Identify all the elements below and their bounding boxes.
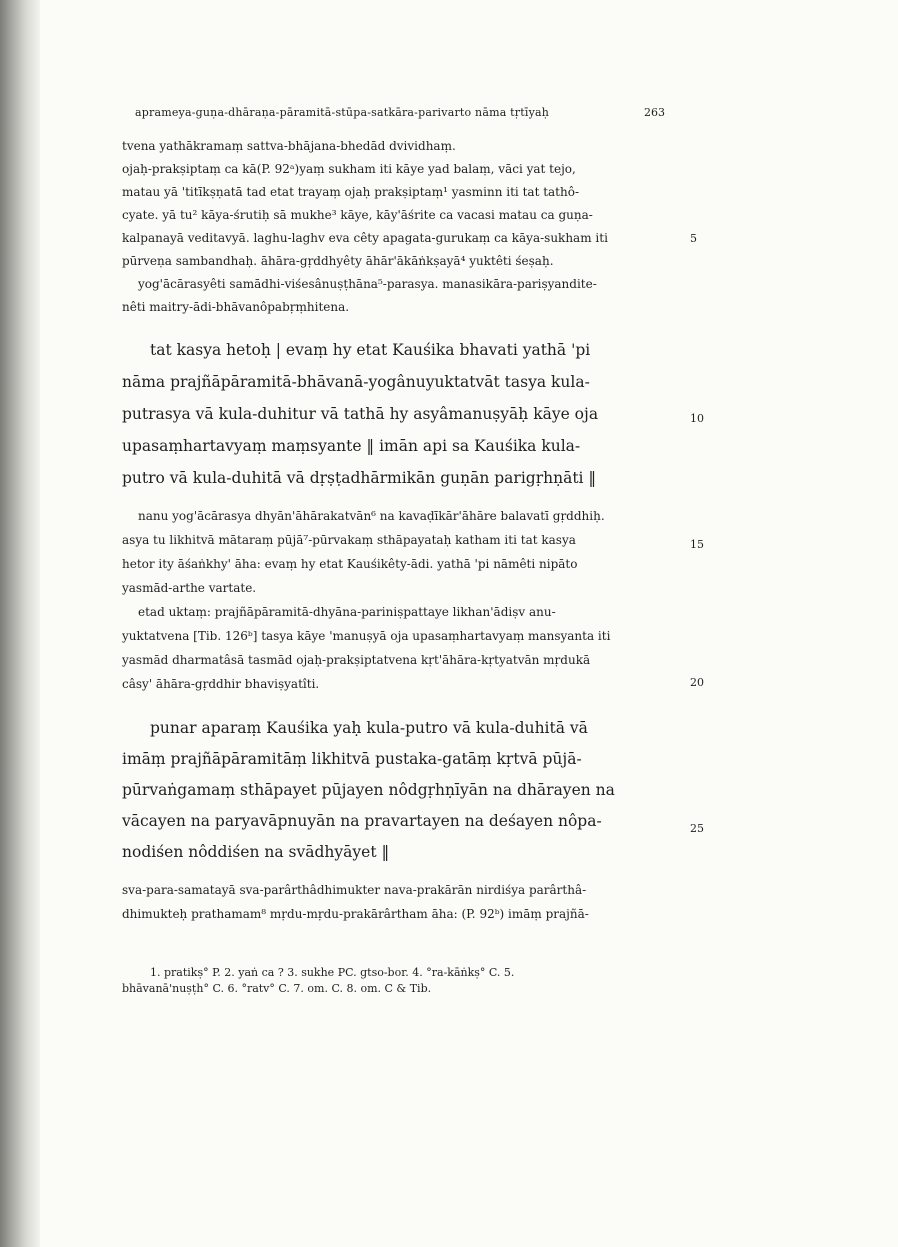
text-line: sva-para-samatayā sva-parârthâdhimukter nava-prakārān nirdiśya parârthâ-: [122, 883, 587, 897]
line-number: 20: [690, 676, 704, 689]
text-line: cyate. yā tu² kāya-śrutiḥ sā mukhe³ kāye, kāy'āśrite ca vacasi matau ca guṇa-: [122, 208, 593, 222]
sutra-line: putrasya vā kula-duhitur vā tathā hy asyâmanuṣyāḥ kāye oja: [122, 405, 599, 423]
text-line: nêti maitry-ādi-bhāvanôpabṛṃhitena.: [122, 300, 350, 314]
text-line: pūrveṇa sambandhaḥ. āhāra-gṛddhyêty āhār'ākāṅkṣayā⁴ yuktêti śeṣaḥ.: [122, 254, 554, 268]
text-line: yog'ācārasyêti samādhi-viśesânuṣṭhāna⁵-parasya. manasikāra-pariṣyandite-: [138, 277, 597, 291]
text-line: tvena yathākramaṃ sattva-bhājana-bhedād dvividhaṃ.: [122, 139, 456, 153]
text-line: nanu yog'ācārasya dhyān'āhārakatvān⁶ na kavaḍīkār'āhāre balavatī gṛddhiḥ.: [138, 509, 605, 523]
line-number: 15: [690, 538, 704, 551]
sutra-line: pūrvaṅgamaṃ sthāpayet pūjayen nôdgṛhṇīyān na dhārayen na: [122, 781, 615, 799]
sutra-line: tat kasya hetoḥ | evaṃ hy etat Kauśika bhavati yathā 'pi: [150, 341, 591, 359]
footnote-line: bhāvanā'nuṣṭh° C. 6. °ratv° C. 7. om. C. 8. om. C & Tib.: [122, 982, 432, 995]
text-line: matau yā 'titīkṣṇatā tad etat trayaṃ ojaḥ prakṣiptaṃ¹ yasminn iti tat tathô-: [122, 185, 580, 199]
sutra-line: nāma prajñāpāramitā-bhāvanā-yogânuyuktatvāt tasya kula-: [122, 373, 590, 391]
running-title: aprameya-guṇa-dhāraṇa-pāramitā-stūpa-satkāra-parivarto nāma tṛtīyaḥ: [135, 106, 550, 119]
footnote-line: 1. pratikṣ° P. 2. yaṅ ca ? 3. sukhe PC. gtso-bor. 4. °ra-kāṅkṣ° C. 5.: [150, 966, 515, 979]
page-number: 263: [644, 106, 665, 119]
sutra-line: punar aparaṃ Kauśika yaḥ kula-putro vā kula-duhitā vā: [150, 719, 588, 737]
sutra-line: vācayen na paryavāpnuyān na pravartayen na deśayen nôpa-: [122, 812, 602, 830]
text-line: ojaḥ-prakṣiptaṃ ca kā(P. 92ᵃ)yaṃ sukham iti kāye yad balaṃ, vāci yat tejo,: [122, 162, 576, 176]
text-line: yasmād-arthe vartate.: [122, 581, 257, 595]
text-line: dhimukteḥ prathamam⁸ mṛdu-mṛdu-prakārârtham āha: (P. 92ᵇ) imāṃ prajñā-: [122, 907, 589, 921]
sutra-line: imāṃ prajñāpāramitāṃ likhitvā pustaka-gatāṃ kṛtvā pūjā-: [122, 750, 582, 768]
text-line: hetor ity āśaṅkhy' āha: evaṃ hy etat Kauśikêty-ādi. yathā 'pi nāmêti nipāto: [122, 557, 578, 571]
text-line: kalpanayā veditavyā. laghu-laghv eva cêty apagata-gurukaṃ ca kāya-sukham iti: [122, 231, 608, 245]
sutra-line: nodiśen nôddiśen na svādhyāyet ‖: [122, 843, 390, 861]
sutra-line: upasaṃhartavyaṃ maṃsyante ‖ imān api sa Kauśika kula-: [122, 437, 581, 455]
text-line: yasmād dharmatâsā tasmād ojaḥ-prakṣiptatvena kṛt'āhāra-kṛtyatvān mṛdukā: [122, 653, 591, 667]
line-number: 25: [690, 822, 704, 835]
line-number: 10: [690, 412, 704, 425]
text-line: câsy' āhāra-gṛddhir bhaviṣyatîti.: [122, 677, 320, 691]
line-number: 5: [690, 232, 697, 245]
sutra-line: putro vā kula-duhitā vā dṛṣṭadhārmikān guṇān parigṛhṇāti ‖: [122, 469, 597, 487]
text-line: etad uktaṃ: prajñāpāramitā-dhyāna-pariniṣpattaye likhan'ādiṣv anu-: [138, 605, 556, 619]
text-line: asya tu likhitvā mātaraṃ pūjā⁷-pūrvakaṃ sthāpayataḥ katham iti tat kasya: [122, 533, 576, 547]
text-line: yuktatvena [Tib. 126ᵇ] tasya kāye 'manuṣyā oja upasaṃhartavyaṃ mansyanta iti: [122, 629, 611, 643]
